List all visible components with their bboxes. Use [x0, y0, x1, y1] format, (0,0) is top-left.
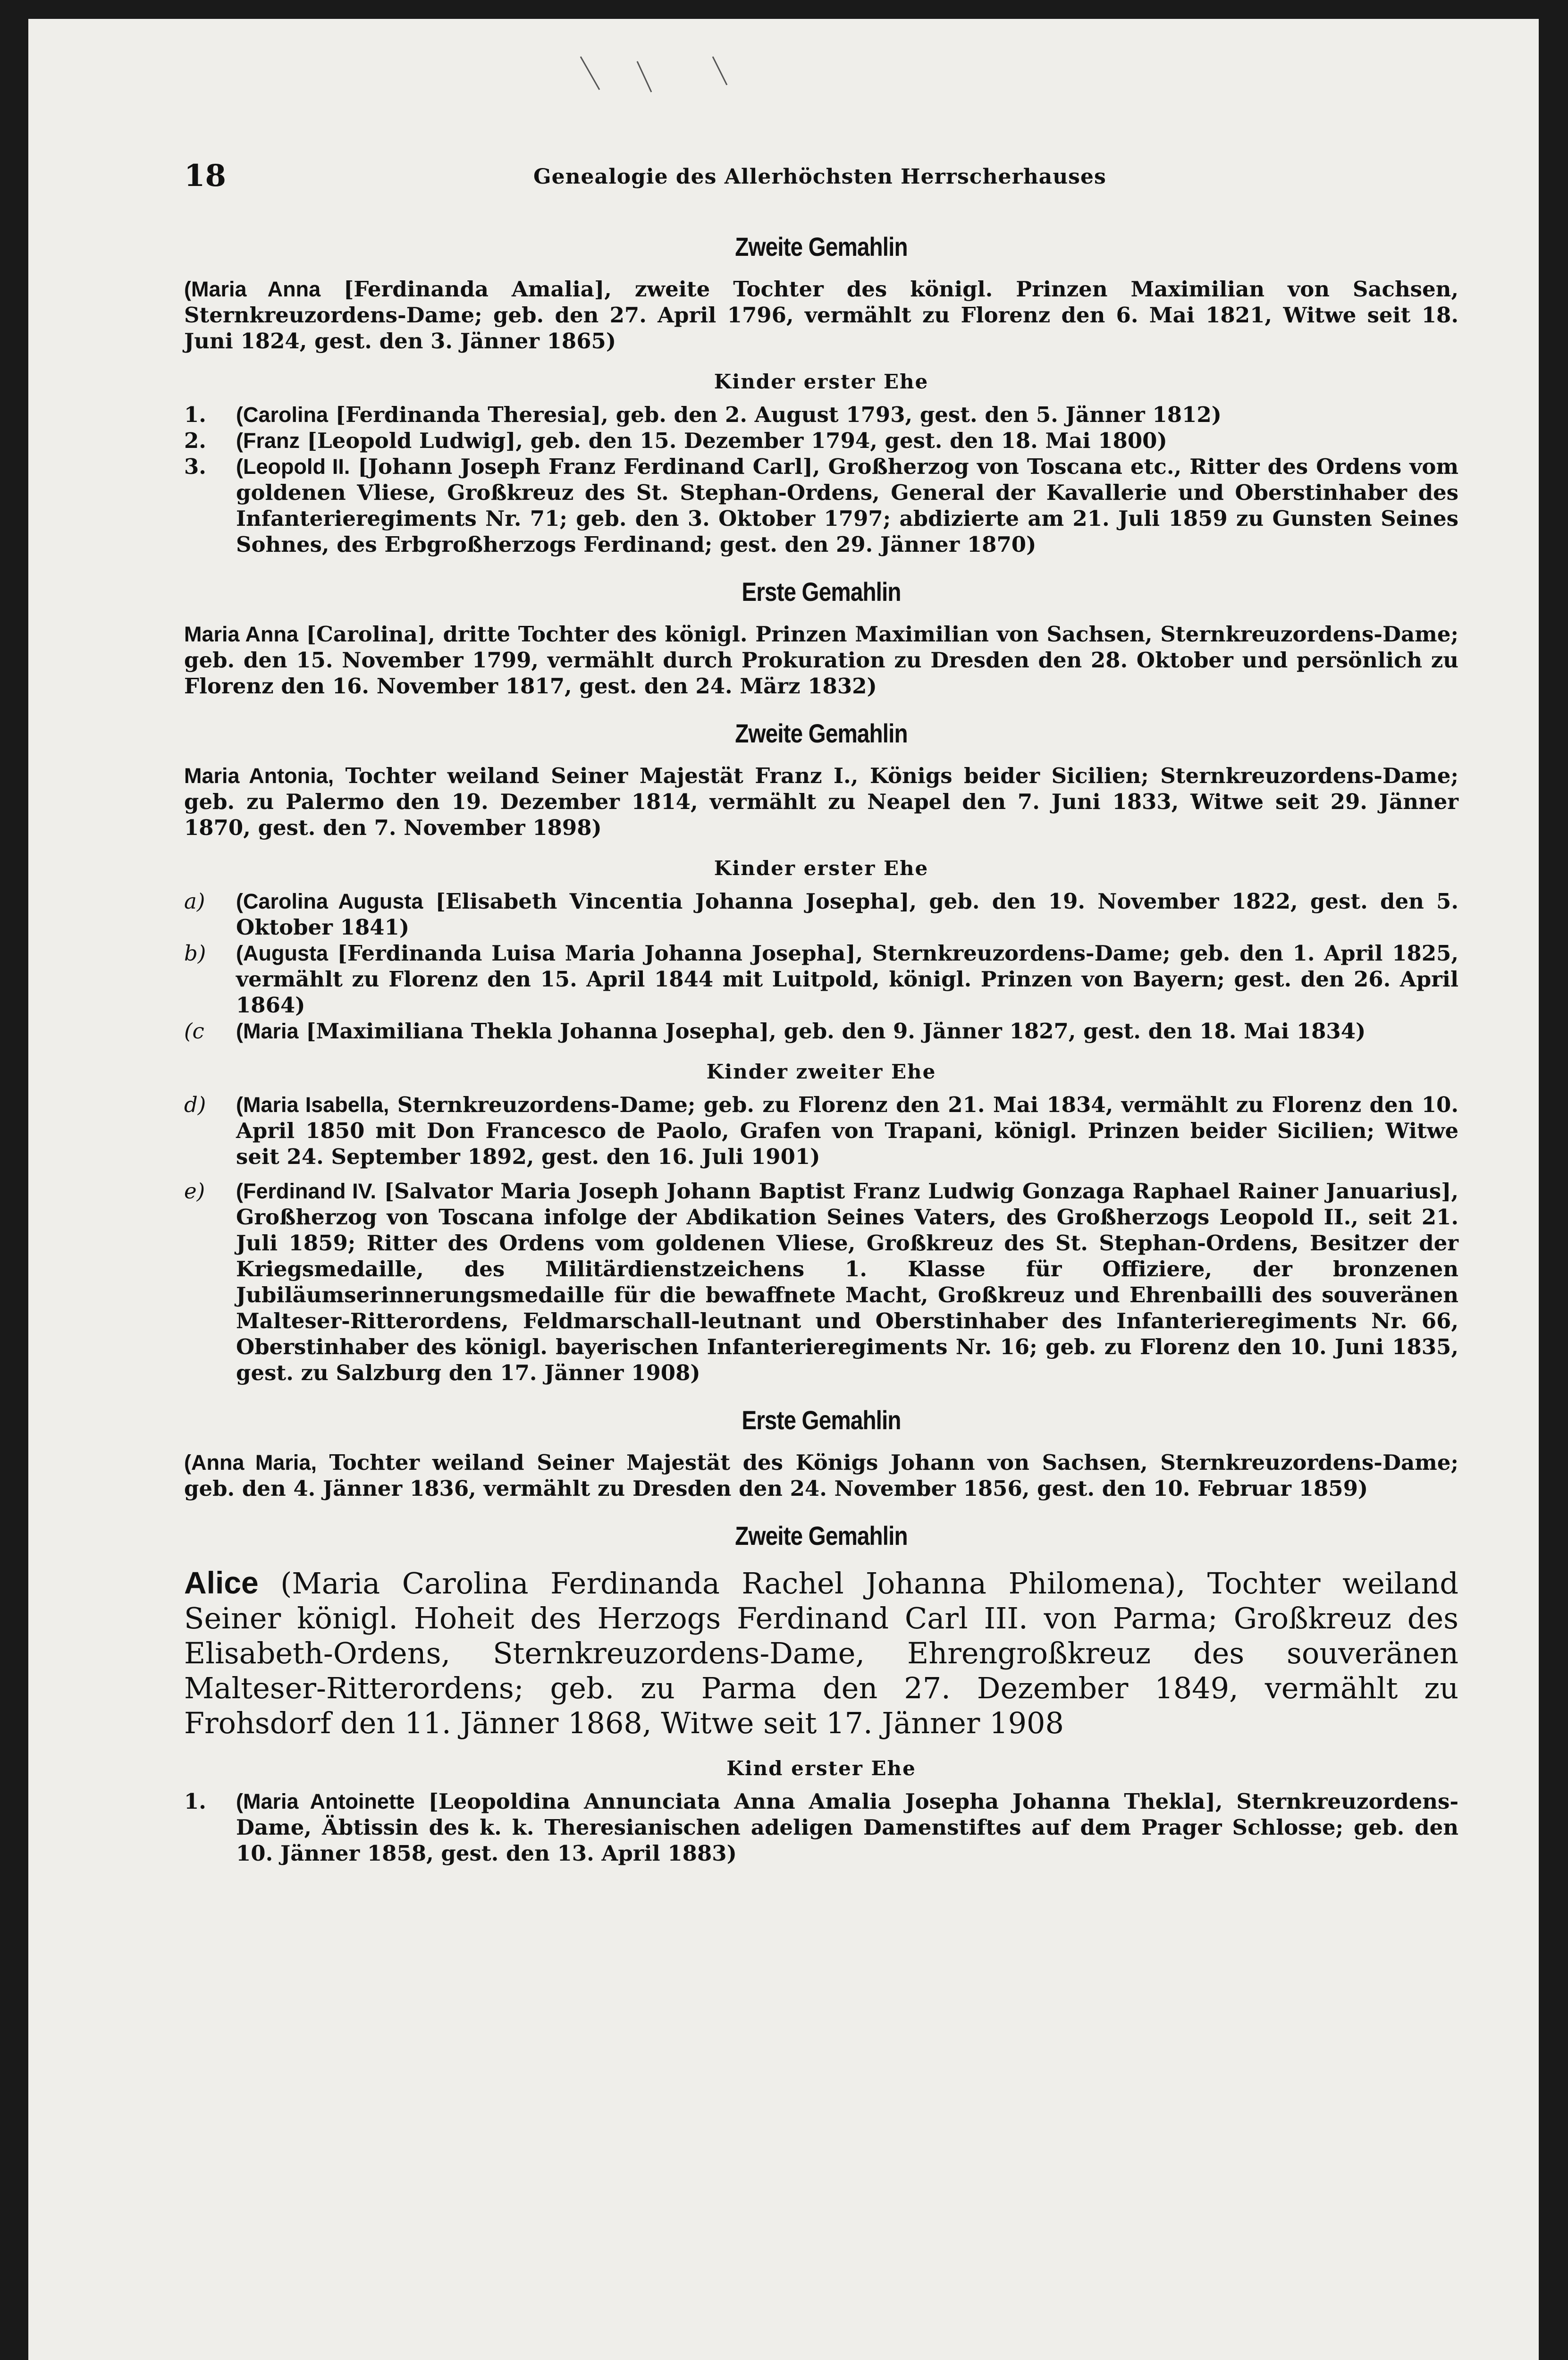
spouse-entry	[184, 763, 1458, 841]
spouse-entry	[184, 621, 1458, 699]
person-name: (Leopold II.	[236, 455, 350, 479]
child-entry	[184, 940, 1458, 1018]
person-name: (Franz	[236, 429, 300, 453]
entry-marker: 3.	[184, 454, 206, 479]
entry-text: [Leopoldina Annunciata Anna Amalia Josepha Johanna Thekla], Sternkreuzordens-Dame, Äbtissin des k. k. Theresianischen adeligen Damenstiftes auf dem Prager Schlosse; geb. den 10. Jänner 1858, gest. den 13. April 1883)	[236, 1789, 1458, 1866]
children-heading: Kinder zweiter Ehe	[706, 1060, 936, 1083]
person-name: (Maria Isabella,	[236, 1093, 389, 1117]
entry-marker: 1.	[184, 1789, 206, 1814]
person-name: Maria Antonia,	[184, 764, 334, 788]
child-entry	[184, 402, 1458, 428]
document-page	[28, 19, 1539, 2360]
entry-marker: b)	[184, 941, 206, 966]
child-entry	[184, 1178, 1458, 1386]
entry-text: [Maximiliana Thekla Johanna Josepha], geb. den 9. Jänner 1827, gest. den 18. Mai 1834)	[298, 1019, 1366, 1044]
person-name: (Maria Antoinette	[236, 1789, 415, 1813]
child-entry	[184, 888, 1458, 940]
person-name: Maria Anna	[184, 622, 298, 646]
page-number: 18	[184, 158, 227, 194]
entry-text: [Ferdinanda Luisa Maria Johanna Josepha], Sternkreuzordens-Dame; geb. den 1. April 1825, vermählt zu Florenz den 15. April 1844 mit Luitpold, königl. Prinzen von Bayern; gest. den 26. April 1864)	[236, 941, 1458, 1018]
entry-marker: 1.	[184, 402, 206, 427]
child-entry	[184, 428, 1458, 454]
person-name: (Ferdinand IV.	[236, 1179, 376, 1203]
person-name: (Augusta	[236, 941, 328, 965]
entry-text: [Ferdinanda Amalia], zweite Tochter des königl. Prinzen Maximilian von Sachsen, Sternkreuzordens-Dame; geb. den 27. April 1796, vermählt zu Florenz den 6. Mai 1821, Witwe seit 18. Juni 1824, gest. den 3. Jänner 1865)	[184, 277, 1459, 354]
entry-text: [Elisabeth Vincentia Johanna Josepha], geb. den 19. November 1822, gest. den 5. Oktober 1841)	[236, 889, 1458, 940]
person-name: (Maria Anna	[184, 277, 321, 301]
entry-text: Tochter weiland Seiner Majestät des Königs Johann von Sachsen, Sternkreuzordens-Dame; geb. den 4. Jänner 1836, vermählt zu Dresden den 24. November 1856, gest. den 10. Februar 1859)	[184, 1450, 1458, 1501]
child-entry	[184, 1018, 1458, 1044]
person-name: (Maria	[236, 1019, 299, 1043]
stray-pen-marks	[571, 47, 798, 104]
entry-text: [Leopold Ludwig], geb. den 15. Dezember 1794, gest. den 18. Mai 1800)	[300, 428, 1167, 453]
child-entry	[184, 1788, 1458, 1866]
person-name: (Carolina Augusta	[236, 889, 423, 913]
running-head: Genealogie des Allerhöchsten Herrscherhauses	[533, 165, 1106, 189]
entry-marker: a)	[184, 889, 205, 914]
spouse-entry	[184, 276, 1458, 354]
entry-text: (Maria Carolina Ferdinanda Rachel Johanna Philomena), Tochter weiland Seiner königl. Hoheit des Herzogs Ferdinand Carl III. von Parma; Großkreuz des Elisabeth-Ordens, Sternkreuzordens-Dame, Ehrengroßkreuz des souveränen Malteser-Ritterordens; geb. zu Parma den 27. Dezember 1849, vermählt zu Frohsdorf den 11. Jänner 1868, Witwe seit 17. Jänner 1908	[184, 1566, 1458, 1740]
spouse-heading: Zweite Gemahlin	[735, 1521, 908, 1551]
spouse-heading: Zweite Gemahlin	[735, 718, 908, 748]
spouse-entry-alice	[184, 1565, 1458, 1741]
children-heading: Kinder erster Ehe	[714, 857, 929, 880]
person-name: (Anna Maria,	[184, 1450, 317, 1475]
page-header	[184, 158, 1458, 196]
children-heading: Kinder erster Ehe	[714, 370, 929, 393]
children-heading: Kind erster Ehe	[726, 1757, 916, 1780]
spouse-entry	[184, 1450, 1458, 1501]
entry-marker: 2.	[184, 428, 206, 453]
spouse-heading: Erste Gemahlin	[742, 577, 901, 607]
entry-text: [Salvator Maria Joseph Johann Baptist Franz Ludwig Gonzaga Raphael Rainer Januarius], Großherzog von Toscana infolge der Abdikation Seines Vaters, des Großherzogs Leopold II., seit 21. Juli 1859; Ritter des Ordens vom goldenen Vliese, Großkreuz des St. Stephan-Ordens, Besitzer der Kriegsmedaille, des Militärdienstzeichens 1. Klasse für Offiziere, der bronzenen Jubiläumserinnerungsmedaille für die bewaffnete Macht, Großkreuz und Ehrenbailli des souveränen Malteser-Ritterordens, Feldmarschall-leutnant und Oberstinhaber des Infanterieregiments Nr. 66, Oberstinhaber des königl. bayerischen Infanterieregiments Nr. 16; geb. zu Florenz den 10. Juni 1835, gest. zu Salzburg den 17. Jänner 1908)	[236, 1179, 1458, 1385]
entry-text: Tochter weiland Seiner Majestät Franz I., Königs beider Sicilien; Sternkreuzordens-Dame; geb. zu Palermo den 19. Dezember 1814, vermählt zu Neapel den 7. Juni 1833, Witwe seit 29. Jänner 1870, gest. den 7. November 1898)	[184, 763, 1458, 840]
spouse-heading: Zweite Gemahlin	[735, 232, 908, 261]
entry-marker: e)	[184, 1179, 205, 1204]
spouse-heading: Erste Gemahlin	[742, 1405, 901, 1435]
child-entry	[184, 454, 1458, 557]
entry-marker: (c	[184, 1019, 204, 1044]
entry-text: [Johann Joseph Franz Ferdinand Carl], Großherzog von Toscana etc., Ritter des Ordens vom goldenen Vliese, Großkreuz des St. Stephan-Ordens, General der Kavallerie und Oberstinhaber des Infanterieregiments Nr. 71; geb. den 3. Oktober 1797; abdizierte am 21. Juli 1859 zu Gunsten Seines Sohnes, des Erbgroßherzogs Ferdinand; gest. den 29. Jänner 1870)	[236, 454, 1458, 557]
entry-text: Sternkreuzordens-Dame; geb. zu Florenz den 21. Mai 1834, vermählt zu Florenz den 10. April 1850 mit Don Francesco de Paolo, Grafen von Trapani, königl. Prinzen beider Sicilien; Witwe seit 24. September 1892, gest. den 16. Juli 1901)	[236, 1092, 1458, 1169]
child-entry	[184, 1092, 1458, 1170]
genealogy-body	[184, 231, 1458, 1866]
entry-marker: d)	[184, 1092, 206, 1117]
entry-text: [Carolina], dritte Tochter des königl. Prinzen Maximilian von Sachsen, Sternkreuzordens-Dame; geb. den 15. November 1799, vermählt durch Prokuration zu Dresden den 28. Oktober und persönlich zu Florenz den 16. November 1817, gest. den 24. März 1832)	[184, 622, 1458, 699]
person-name: (Carolina	[236, 403, 329, 427]
entry-text: [Ferdinanda Theresia], geb. den 2. August 1793, gest. den 5. Jänner 1812)	[328, 402, 1222, 427]
person-name: Alice	[184, 1565, 259, 1600]
